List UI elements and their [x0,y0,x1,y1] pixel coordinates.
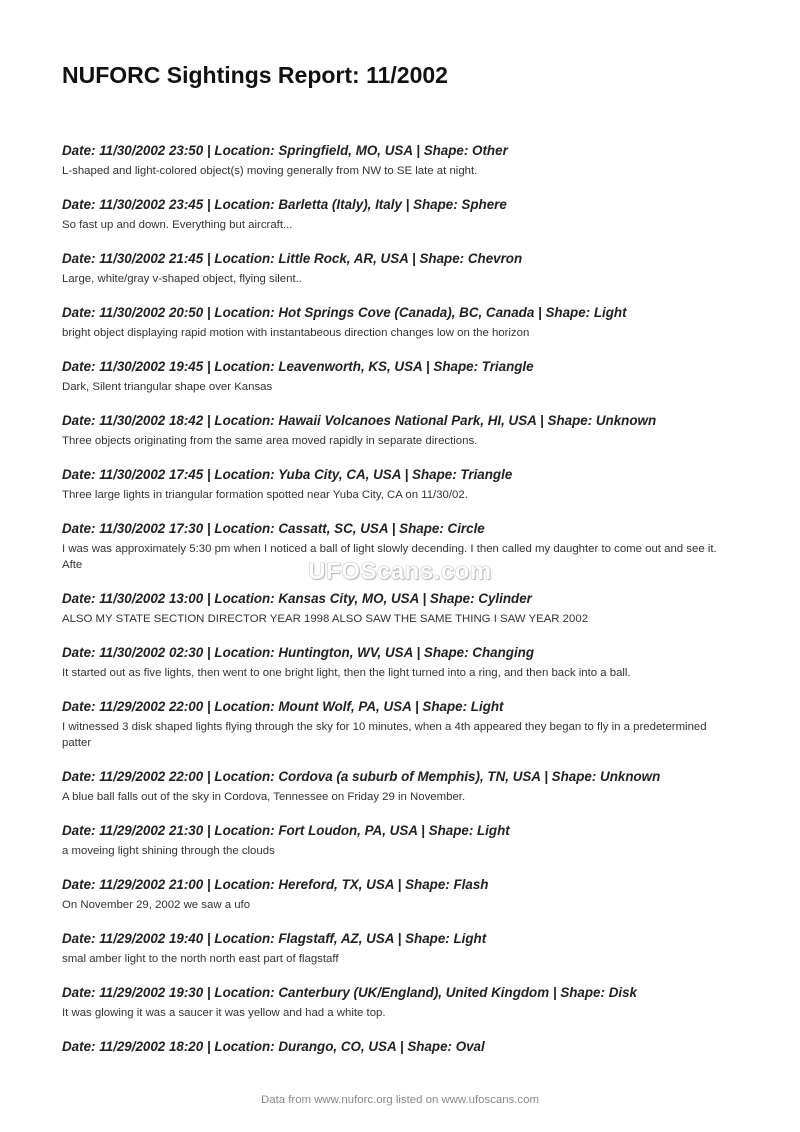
list-item [62,250,734,287]
entry-header: Date: 11/30/2002 18:42 | Location: Hawaii Volcanoes National Park, HI, USA | Shape: Unknown [62,413,657,428]
list-item [62,590,734,627]
entry-header: Date: 11/30/2002 19:45 | Location: Leavenworth, KS, USA | Shape: Triangle [62,359,534,374]
entry-description: It started out as five lights, then went to one bright light, then the light turned into a ring, and then back into a ball. [62,667,631,679]
entry-description: A blue ball falls out of the sky in Cordova, Tennessee on Friday 29 in November. [62,791,466,803]
entry-header: Date: 11/30/2002 13:00 | Location: Kansas City, MO, USA | Shape: Cylinder [62,591,532,606]
footer-text: Data from www.nuforc.org listed on www.ufoscans.com [261,1094,539,1106]
entry-header: Date: 11/29/2002 22:00 | Location: Cordova (a suburb of Memphis), TN, USA | Shape: Unknown [62,769,661,784]
list-item [62,520,734,573]
entry-description: So fast up and down. Everything but aircraft... [62,219,293,231]
entry-description: Large, white/gray v-shaped object, flying silent.. [62,273,302,285]
list-item [62,412,734,449]
list-item [62,644,734,681]
entry-description: I witnessed 3 disk shaped lights flying through the sky for 10 minutes, when a 4th appeared they began to fly in a predetermined patter [62,721,707,749]
entry-description: ALSO MY STATE SECTION DIRECTOR YEAR 1998 ALSO SAW THE SAME THING I SAW YEAR 2002 [62,613,589,625]
entry-description: Three large lights in triangular formation spotted near Yuba City, CA on 11/30/02. [62,489,468,501]
entry-description: bright object displaying rapid motion with instantabeous direction changes low on the horizon [62,327,530,339]
entry-header: Date: 11/30/2002 23:45 | Location: Barletta (Italy), Italy | Shape: Sphere [62,197,507,212]
entry-description: It was glowing it was a saucer it was yellow and had a white top. [62,1007,386,1019]
entry-description: Dark, Silent triangular shape over Kansas [62,381,273,393]
list-item [62,768,734,805]
entry-header: Date: 11/29/2002 21:00 | Location: Hereford, TX, USA | Shape: Flash [62,877,489,892]
entry-description: Three objects originating from the same area moved rapidly in separate directions. [62,435,478,447]
entry-description: L-shaped and light-colored object(s) moving generally from NW to SE late at night. [62,165,478,177]
entry-header: Date: 11/30/2002 17:45 | Location: Yuba City, CA, USA | Shape: Triangle [62,467,513,482]
watermark: UFOScans.com [308,558,492,585]
entry-header: Date: 11/29/2002 19:30 | Location: Canterbury (UK/England), United Kingdom | Shape: Disk [62,985,637,1000]
entry-header: Date: 11/30/2002 21:45 | Location: Little Rock, AR, USA | Shape: Chevron [62,251,523,266]
list-item [62,142,734,179]
entry-header: Date: 11/30/2002 17:30 | Location: Cassatt, SC, USA | Shape: Circle [62,521,485,536]
list-item [62,698,734,751]
entry-header: Date: 11/30/2002 23:50 | Location: Springfield, MO, USA | Shape: Other [62,143,508,158]
list-item [62,196,734,233]
list-item [62,358,734,395]
list-item [62,304,734,341]
entry-header: Date: 11/30/2002 20:50 | Location: Hot Springs Cove (Canada), BC, Canada | Shape: Light [62,305,627,320]
entry-description: a moveing light shining through the clouds [62,845,275,857]
entry-header: Date: 11/29/2002 22:00 | Location: Mount Wolf, PA, USA | Shape: Light [62,699,504,714]
entry-header: Date: 11/29/2002 18:20 | Location: Durango, CO, USA | Shape: Oval [62,1039,485,1054]
list-item [62,930,734,967]
page-title: NUFORC Sightings Report: 11/2002 [62,62,448,88]
entry-description: On November 29, 2002 we saw a ufo [62,899,251,911]
entry-header: Date: 11/29/2002 19:40 | Location: Flagstaff, AZ, USA | Shape: Light [62,931,487,946]
entry-description: smal amber light to the north north east part of flagstaff [62,953,339,965]
list-item [62,876,734,913]
entry-description: I was was approximately 5:30 pm when I noticed a ball of light slowly decending. I then called my daughter to come out and see it. Afte [62,543,717,571]
list-item [62,466,734,503]
list-item [62,1038,734,1056]
sightings-list [62,142,734,1073]
entry-header: Date: 11/29/2002 21:30 | Location: Fort Loudon, PA, USA | Shape: Light [62,823,510,838]
list-item [62,822,734,859]
entry-header: Date: 11/30/2002 02:30 | Location: Huntington, WV, USA | Shape: Changing [62,645,535,660]
list-item [62,984,734,1021]
